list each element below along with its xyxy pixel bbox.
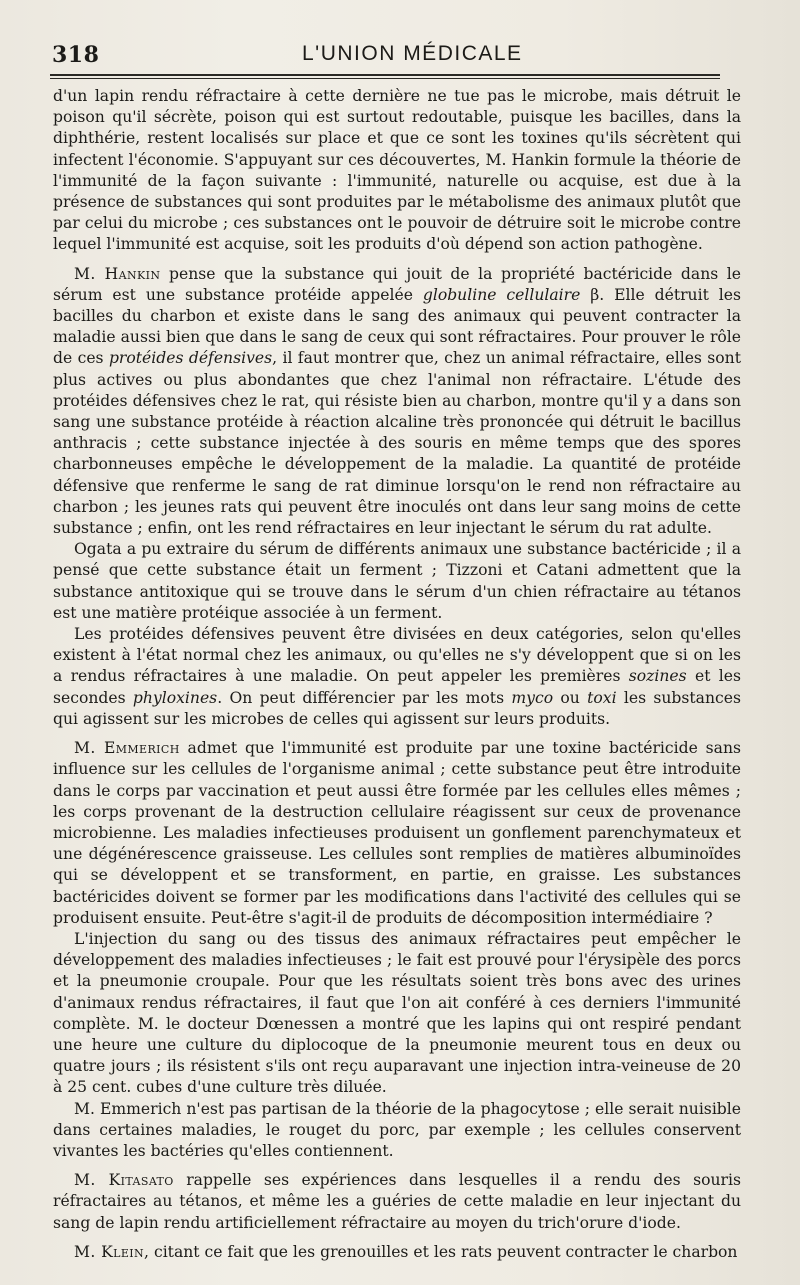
paragraph-text: rappelle ses expériences dans lesquelles il a rendu des souris réfractaires au tétanos, et même les a guéries de cette maladie en leur injectant du sang de lapin rendu artificiellement réfractaire au moyen du trich'orure d'iode. <box>53 1171 741 1232</box>
paragraph-hankin-globuline <box>53 264 741 540</box>
paragraph-phagocytose <box>53 1099 741 1163</box>
page-number: 318 <box>52 42 100 68</box>
paragraph-text: pense que la substance qui jouit de la propriété bactéricide dans le sérum est une substance protéide appelée <box>53 264 741 304</box>
italic-term: myco <box>511 688 554 707</box>
author-name: M. Emmerich <box>74 739 180 758</box>
paragraph-text: admet que l'immunité est produite par une toxine bactéricide sans influence sur les cellules de l'organisme animal ; cette substance peut être introduite dans le corps par vaccination et peut aussi être formée par les cellules elles mêmes ; les corps provenant de la destruction cellulaire réagissent sur ceux de provenance microbienne. Les maladies infectieuses produisent un gonflement parenchymateux et une dégénérescence graisseuse. Les cellules sont remplies de matières albuminoïdes qui se développent et se transforment, en partie, en graisse. Les substances bactéricides doivent se former par les modifications dans l'activité des cellules qui se produisent ensuite. Peut-être s'agit-il de produits de décomposition intermédiaire ? <box>53 739 742 927</box>
paragraph-text: ou <box>553 688 588 707</box>
paragraph-text: . On peut différencier par les mots <box>217 688 512 707</box>
paragraph-proteides-categories <box>53 624 741 730</box>
paragraph-text: , citant ce fait que les grenouilles et les rats peuvent contracter le charbon <box>144 1242 738 1261</box>
italic-term: sozines <box>628 667 687 686</box>
header-rule-thin <box>50 78 720 79</box>
paragraph-emmerich <box>53 738 741 929</box>
paragraph-klein <box>53 1242 741 1263</box>
paragraph-text: d'un lapin rendu réfractaire à cette dernière ne tue pas le microbe, mais détruit le poison qu'il sécrète, poison qui est surtout redoutable, puisque les bacilles, dans la diphthérie, restent localisés sur place et que ce sont les toxines qu'ils sécrètent qui infectent l'économie. S'appuyant sur ces découvertes, M. Hankin formule la théorie de l'immunité de la façon suivante : l'immunité, naturelle ou acquise, est due à la présence de substances qui sont produites par le métabolisme des animaux plutôt que par celui du microbe ; ces substances ont le pouvoir de détruire soit le microbe contre lequel l'immunité est acquise, soit les produits d'où dépend son action pathogène. <box>53 87 741 254</box>
paragraph-injection <box>53 929 741 1099</box>
italic-term: toxi <box>587 688 617 707</box>
paragraph-kitasato <box>53 1170 741 1234</box>
paragraph-text: L'injection du sang ou des tissus des animaux réfractaires peut empêcher le développement des maladies infectieuses ; le fait est prouvé pour l'érysipèle des porcs et la pneumonie croupale. Pour que les résultats soient très bons avec des urines d'animaux rendus réfractaires, il faut que l'on ait conféré à ces derniers l'immunité complète. M. le docteur Dœnessen a montré que les lapins qui ont respiré pendant une heure une culture du diplocoque de la pneumonie meurent tous en deux ou quatre jours ; ils résistent s'ils ont reçu auparavant une injection intra-veineuse de 20 à 25 cent. cubes d'une culture très diluée. <box>53 929 741 1097</box>
author-name: M. Kitasato <box>74 1171 174 1190</box>
paragraph-text: les substances qui agissent sur les microbes de celles qui agissent sur leurs produits. <box>53 688 741 728</box>
paragraph-text: Les protéides défensives peuvent être divisées en deux catégories, selon qu'elles existent à l'état normal chez les animaux, ou qu'elles ne s'y développent que si on les a rendus réfractaires à une maladie. On peut appeler les premières <box>53 625 741 686</box>
italic-term: globuline cellulaire <box>422 285 581 304</box>
paragraph-hankin-theory <box>53 86 741 256</box>
running-head: L'UNION MÉDICALE <box>302 42 523 65</box>
paragraph-ogata <box>53 539 741 624</box>
paragraph-text: M. Emmerich n'est pas partisan de la théorie de la phagocytose ; elle serait nuisible dans certaines maladies, le rouget du porc, par exemple ; les cellules conservent vivantes les bactéries qu'elles contiennent. <box>53 1099 741 1160</box>
italic-term: phyloxines <box>132 688 218 707</box>
italic-term: protéides défensives <box>108 349 273 368</box>
paragraph-text: Ogata a pu extraire du sérum de différents animaux une substance bactéricide ; il a pensé que cette substance était un ferment ; Tizzoni et Catani admettent que la substance antitoxique qui se trouve dans le sérum d'un chien réfractaire au tétanos est une matière protéique associée à un ferment. <box>53 540 741 622</box>
paragraph-text: et les secondes <box>53 667 741 707</box>
page-header <box>52 38 740 70</box>
paragraph-text: β. Elle détruit les bacilles du charbon et existe dans le sang des animaux qui peuvent contracter la maladie aussi bien que dans le sang de ceux qui sont réfractaires. Pour prouver le rôle de ces <box>53 285 741 368</box>
author-name: M. Klein <box>74 1242 145 1261</box>
header-rule <box>50 74 720 76</box>
paragraph-text: , il faut montrer que, chez un animal réfractaire, elles sont plus actives ou plus abondantes que chez l'animal non réfractaire. L'étude des protéides défensives chez le rat, qui résiste bien au charbon, montre qu'il y a dans son sang une substance protéide à réaction alcaline très prononcée qui détruit le bacillus anthracis ; cette substance injectée à des souris en même temps que des spores charbonneuses empêche le développement de la maladie. La quantité de protéide défensive que renferme le sang de rat diminue lorsqu'on le rend non réfractaire au charbon ; les jeunes rats qui peuvent être inoculés ont dans leur sang moins de cette substance ; enfin, ont les rend réfractaires en leur injectant le sérum du rat adulte. <box>53 349 741 538</box>
author-name: M. Hankin <box>74 264 161 283</box>
article-body <box>53 86 741 1263</box>
